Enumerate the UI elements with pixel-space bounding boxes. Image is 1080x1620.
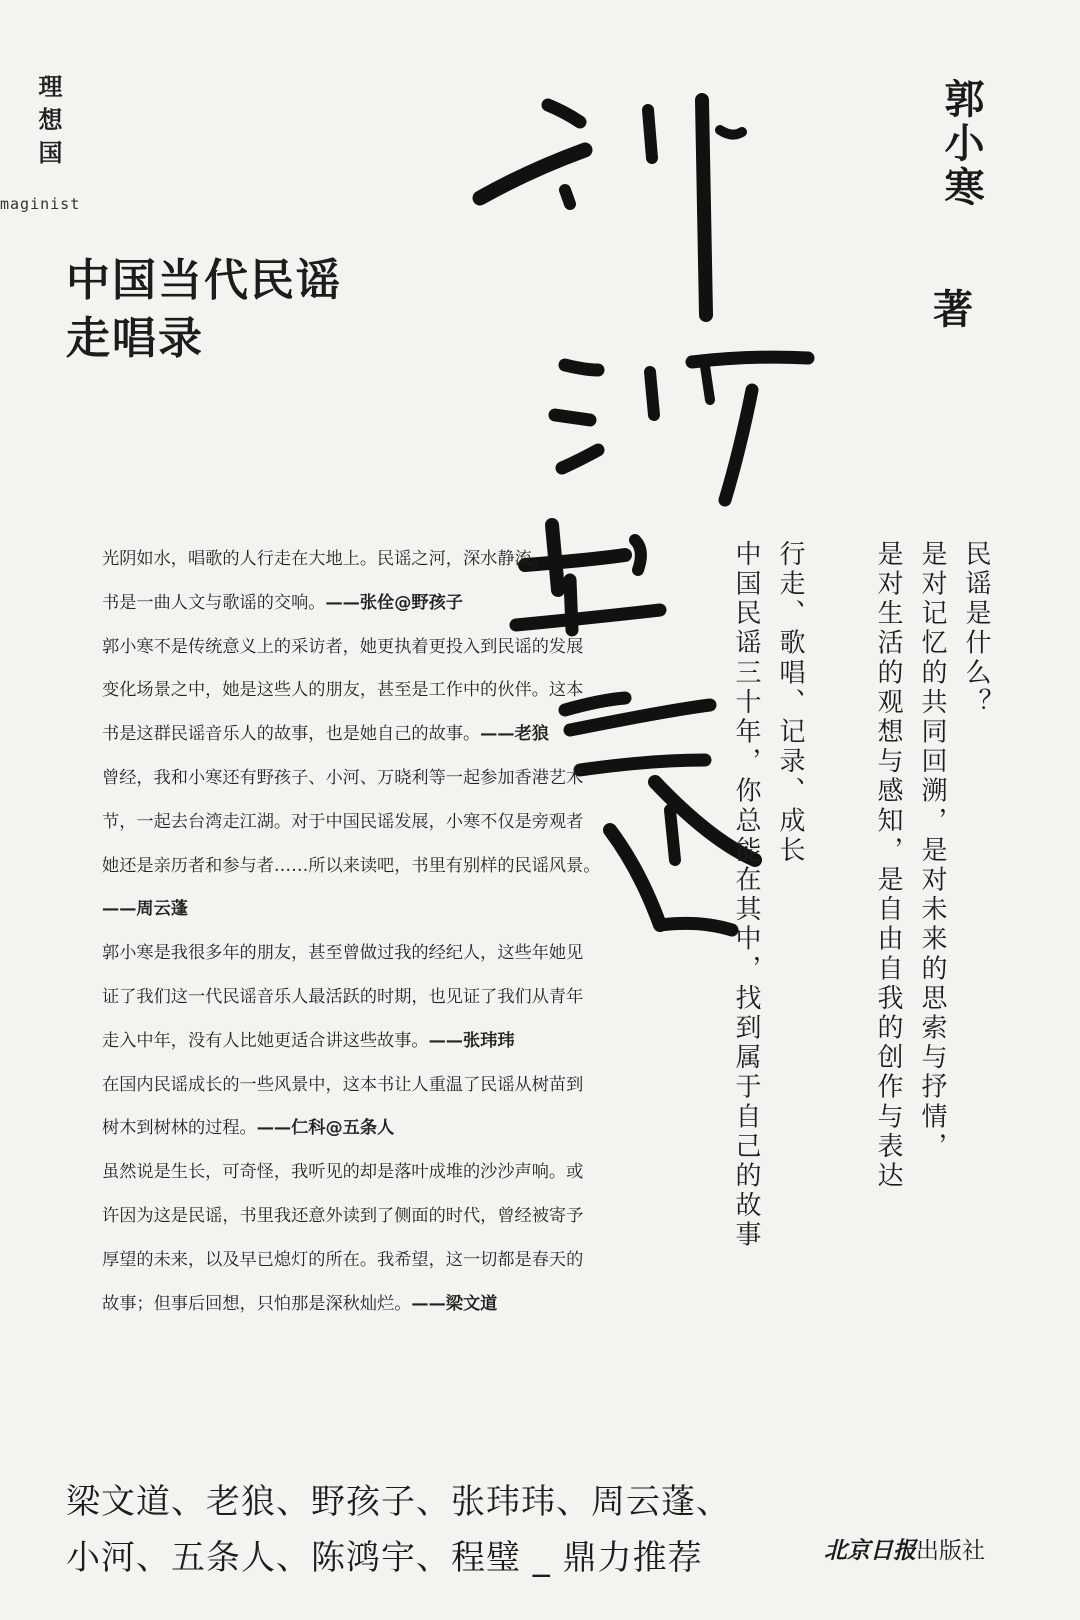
quote-line: 曾经，我和小寒还有野孩子、小河、万晓利等一起参加香港艺术: [102, 767, 584, 788]
author-role: 著: [933, 287, 973, 333]
quote-signature: ——梁文道: [411, 1293, 498, 1314]
imprint-english: maginist: [0, 195, 81, 213]
vertical-text-col-4: 行走、歌唱、记录、成长: [775, 540, 805, 866]
quote-line: 节，一起去台湾走江湖。对于中国民谣发展，小寒不仅是旁观者: [102, 811, 584, 832]
quote-signature: ——张佺@野孩子: [325, 592, 463, 613]
quote-line: 许因为这是民谣，书里我还意外读到了侧面的时代，曾经被寄予: [102, 1205, 584, 1226]
endorsement-quotes: [102, 538, 662, 1326]
quote-signature: ——老狼: [480, 724, 549, 745]
author-name: 郭小寒: [938, 78, 984, 210]
quote-line: 走入中年，没有人比她更适合讲这些故事。——张玮玮: [102, 1030, 515, 1051]
recommenders-line-1: 梁文道、老狼、野孩子、张玮玮、周云蓬、: [66, 1482, 731, 1522]
publisher-suffix: 出版社: [916, 1538, 985, 1564]
quote-signature: ——张玮玮: [428, 1030, 515, 1051]
quote-line: 树木到树林的过程。——仁科@五条人: [102, 1118, 395, 1139]
quote-line: 故事；但事后回想，只怕那是深秋灿烂。——梁文道: [102, 1293, 498, 1314]
quote-line: 证了我们这一代民谣音乐人最活跃的时期，也见证了我们从青年: [102, 986, 584, 1007]
recommenders-line-2: 小河、五条人、陈鸿宇、程璧 _ 鼎力推荐: [66, 1538, 703, 1578]
quote-line: [102, 888, 662, 932]
subtitle-line-1: 中国当代民谣: [66, 255, 342, 306]
quote-signature: ——周云蓬: [102, 899, 188, 920]
quote-line: 在国内民谣成长的一些风景中，这本书让人重温了民谣从树苗到: [102, 1074, 584, 1095]
publisher-brand: 北京日报: [824, 1537, 916, 1564]
quote-line: 她还是亲历者和参与者……所以来读吧，书里有别样的民谣风景。: [102, 855, 601, 876]
quote-signature: ——仁科@五条人: [256, 1118, 395, 1139]
vertical-text-col-5: 中国民谣三十年，你总能在其中，找到属于自己的故事: [731, 540, 761, 1251]
quote-line: 郭小寒不是传统意义上的采访者，她更执着更投入到民谣的发展: [102, 636, 584, 657]
quote-line: 光阴如水，唱歌的人行走在大地上。民谣之河，深水静流。: [102, 549, 549, 569]
vertical-text-col-3: 是对生活的观想与感知，是自由自我的创作与表达: [873, 540, 903, 1192]
subtitle: [66, 252, 342, 368]
quote-line: 厚望的未来，以及早已熄灯的所在。我希望，这一切都是春天的: [102, 1249, 584, 1270]
subtitle-line-2: 走唱录: [66, 313, 204, 364]
imprint-logo: 理想国: [34, 74, 62, 173]
quote-line: 书是一曲人文与歌谣的交响。——张佺@野孩子: [102, 592, 463, 613]
publisher-logo: [824, 1532, 985, 1565]
quote-line: 书是这群民谣音乐人的故事，也是她自己的故事。——老狼: [102, 724, 549, 745]
quote-line: 虽然说是生长，可奇怪，我听见的却是落叶成堆的沙沙声响。或: [102, 1162, 584, 1183]
quote-line: 郭小寒是我很多年的朋友，甚至曾做过我的经纪人，这些年她见: [102, 943, 584, 964]
vertical-text-col-1: 民谣是什么？: [961, 540, 991, 718]
quote-line: 变化场景之中，她是这些人的朋友，甚至是工作中的伙伴。这本: [102, 680, 584, 701]
recommenders: [66, 1474, 731, 1586]
vertical-text-col-2: 是对记忆的共同回溯，是对未来的思索与抒情，: [917, 540, 947, 1162]
